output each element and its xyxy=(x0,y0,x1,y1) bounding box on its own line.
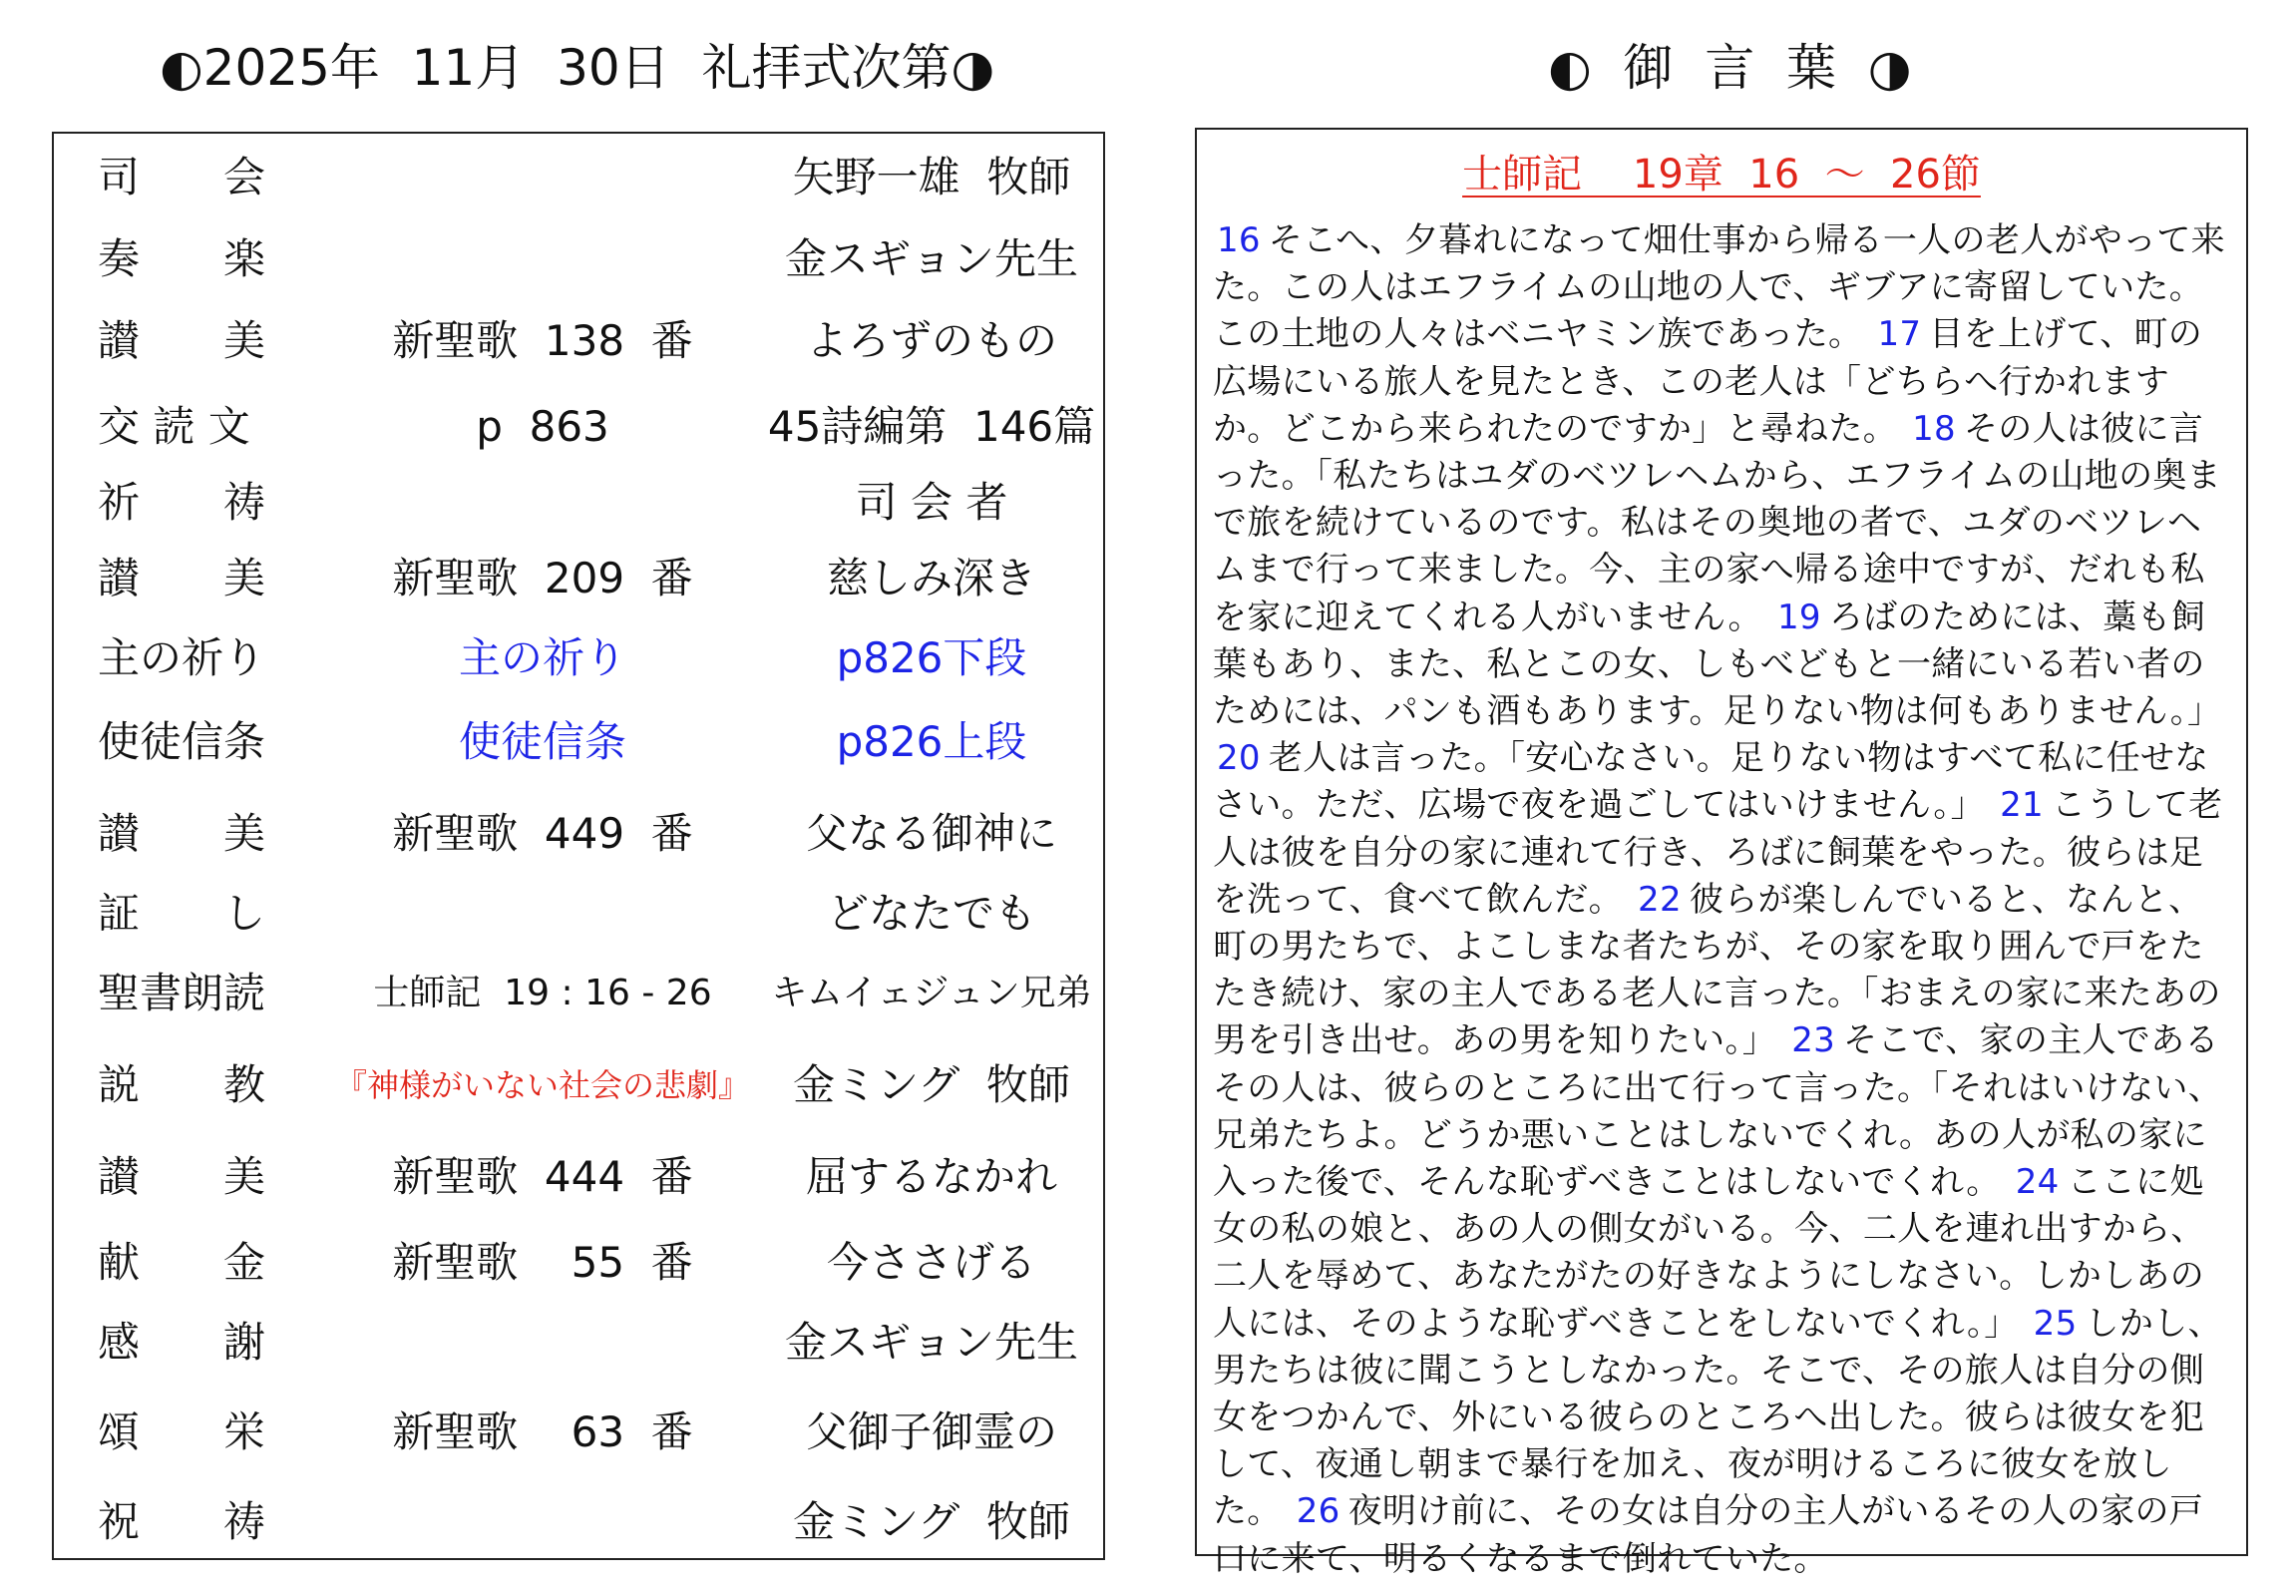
verse-text: しかし、男たちは彼に聞こうとしなかった。そこで、その旅人は自分の側女をつかんで、外にいる彼らのところへ出した。彼らは彼女を犯して、夜通し朝まで暴行を加え、夜が明けるころに彼女を放した。 xyxy=(1213,1303,2222,1532)
program-item-person: 司 会 者 xyxy=(855,478,1008,527)
verse-text: 夜明け前に、その女は自分の主人がいるその人の家の戸口に来て、明るくなるまで倒れていた。 xyxy=(1213,1491,2204,1579)
program-row xyxy=(54,539,1103,618)
program-item-label: 讃 美 xyxy=(98,316,266,365)
verse-number: 20 xyxy=(1217,738,1261,779)
program-row xyxy=(54,1303,1103,1383)
program-row xyxy=(54,463,1103,543)
program-row xyxy=(54,1137,1103,1217)
program-item-label: 献 金 xyxy=(98,1238,266,1287)
scripture-reference: 士師記 19章 16 ～ 26節 xyxy=(1462,152,1981,198)
program-item-person: 父なる御神に xyxy=(805,809,1057,858)
program-item-person: 金ミング 牧師 xyxy=(793,1060,1070,1109)
program-item-label: 感 謝 xyxy=(98,1318,266,1367)
program-item-label: 証 し xyxy=(98,889,266,938)
program-item-person: キムイェジュン兄弟 xyxy=(771,973,1092,1013)
verse-text: 目を上げて、町の広場にいる旅人を見たとき、この老人は「どちらへ行かれますか。どこから来られたのですか」と尋ねた。 xyxy=(1213,314,2203,449)
program-row xyxy=(54,138,1103,217)
program-row xyxy=(54,219,1103,299)
program-item-detail: 新聖歌 63 番 xyxy=(392,1407,693,1456)
program-item-person: 金スギョン先生 xyxy=(784,1318,1078,1367)
verse-number: 23 xyxy=(1791,1020,1836,1061)
verse-text: ここに処女の私の娘と、あの人の側女がいる。今、二人を連れ出すから、二人を辱めて、あなたがたの好きなようにしなさい。しかしあの人には、そのような恥ずべきことをしないでくれ。」 xyxy=(1213,1162,2205,1344)
program-item-detail: 新聖歌 449 番 xyxy=(392,809,693,858)
lords-prayer-link[interactable]: 主の祈り xyxy=(458,633,626,682)
order-of-service-panel xyxy=(52,132,1105,1560)
sermon-title: 『神様がいない社会の悲劇』 xyxy=(334,1066,750,1104)
program-item-label: 祈 祷 xyxy=(98,478,266,527)
program-item-detail: 新聖歌 55 番 xyxy=(392,1238,693,1287)
program-item-detail: 新聖歌 138 番 xyxy=(392,316,693,365)
program-item-label: 奏 楽 xyxy=(98,234,266,283)
verse-text: 彼らが楽しんでいると、なんと、町の男たちで、よこしまな者たちが、その家を取り囲んで戸をたたき続け、家の主人である老人に言った。「おまえの家に来たあの男を引き出せ。あの男を知りたい。」 xyxy=(1213,879,2221,1061)
verse-text: そこで、家の主人であるその人は、彼らのところに出て行って言った。「それはいけない、兄弟たちよ。どうか悪いことはしないでくれ。あの人が私の家に入った後で、そんな恥ずべきことはしないでくれ。 xyxy=(1213,1020,2222,1203)
program-row xyxy=(54,301,1103,381)
program-item-label: 讃 美 xyxy=(98,1152,266,1201)
program-item-person: 金スギョン先生 xyxy=(784,234,1078,283)
verse-number: 18 xyxy=(1912,408,1956,449)
program-item-label: 主の祈り xyxy=(98,633,266,682)
program-row xyxy=(54,1223,1103,1303)
program-row xyxy=(54,702,1103,782)
program-row xyxy=(54,1045,1103,1125)
program-item-label: 聖書朗読 xyxy=(98,969,266,1017)
verse-number: 19 xyxy=(1776,597,1821,637)
program-item-detail: p 863 xyxy=(476,402,609,451)
verse-text: こうして老人は彼を自分の家に連れて行き、ろばに飼葉をやった。彼らは足を洗って、食べて飲んだ。 xyxy=(1213,785,2223,920)
program-item-label: 讃 美 xyxy=(98,554,266,602)
verse-text: 老人は言った。「安心なさい。足りない物はすべて私に任せなさい。ただ、広場で夜を過ごしてはいけません。」 xyxy=(1213,738,2209,826)
program-row xyxy=(54,618,1103,698)
program-item-person: 今ささげる xyxy=(826,1238,1036,1287)
program-item-person: 金ミング 牧師 xyxy=(793,1497,1070,1546)
program-item-label: 使徒信条 xyxy=(98,717,266,766)
word-title: ◐ 御 言 葉 ◑ xyxy=(1548,39,1912,97)
program-item-detail: 新聖歌 209 番 xyxy=(392,554,693,602)
program-item-label: 頌 栄 xyxy=(98,1407,266,1456)
apostles-creed-link[interactable]: 使徒信条 xyxy=(458,717,626,766)
program-item-label: 説 教 xyxy=(98,1060,266,1109)
program-row xyxy=(54,794,1103,874)
program-item-person: 父御子御霊の xyxy=(805,1407,1057,1456)
verse-text: その人は彼に言った。「私たちはユダのベツレヘムから、エフライムの山地の奥まで旅を続けているのです。私はその奥地の者で、ユダのベツレヘムまで行って来ました。今、主の家へ帰る途中ですが、だれも私を家に迎えてくれる人がいません。 xyxy=(1213,408,2221,637)
verse-text: ろばのためには、藁も飼葉もあり、また、私とこの女、しもべどもと一緒にいる若い者のためには、パンも酒もあります。足りない物は何もありません。」 xyxy=(1213,597,2222,732)
program-item-person: 45詩編第 146篇 xyxy=(767,402,1096,451)
program-row xyxy=(54,954,1103,1033)
program-item-person: 慈しみ深き xyxy=(826,554,1036,602)
verse-number: 26 xyxy=(1296,1491,1340,1532)
verse-text: そこへ、夕暮れになって畑仕事から帰る一人の老人がやって来た。この人はエフライムの山地の人で、ギブアに寄留していた。この土地の人々はベニヤミン族であった。 xyxy=(1213,220,2225,355)
program-row xyxy=(54,1393,1103,1472)
program-item-person: どなたでも xyxy=(826,889,1036,938)
program-item-label: 交 読 文 xyxy=(98,402,250,451)
scripture-panel xyxy=(1195,128,2248,1579)
lords-prayer-page-link[interactable]: p826下段 xyxy=(836,633,1027,682)
program-item-label: 祝 祷 xyxy=(98,1497,266,1546)
program-item-person: 矢野一雄 牧師 xyxy=(792,153,1071,201)
verse-number: 17 xyxy=(1877,314,1922,355)
verse-number: 24 xyxy=(2015,1162,2060,1203)
program-row xyxy=(54,1482,1103,1562)
scripture-reference-heading xyxy=(1197,138,2246,211)
program-item-detail: 新聖歌 444 番 xyxy=(392,1152,693,1201)
program-row xyxy=(54,387,1103,467)
program-item-label: 讃 美 xyxy=(98,809,266,858)
program-row xyxy=(54,874,1103,954)
program-item-detail: 士師記 19 : 16 - 26 xyxy=(373,973,712,1013)
program-item-person: 屈するなかれ xyxy=(805,1152,1057,1201)
program-item-person: よろずのもの xyxy=(805,316,1057,365)
verse-number: 22 xyxy=(1638,879,1682,920)
apostles-creed-page-link[interactable]: p826上段 xyxy=(836,717,1027,766)
scripture-passage xyxy=(1213,217,2234,1583)
verse-number: 21 xyxy=(2000,785,2044,826)
program-title: ◐2025年 11月 30日 礼拝式次第◑ xyxy=(160,39,995,97)
verse-number: 16 xyxy=(1217,220,1261,260)
verse-number: 25 xyxy=(2033,1303,2078,1344)
program-item-label: 司 会 xyxy=(98,153,266,201)
